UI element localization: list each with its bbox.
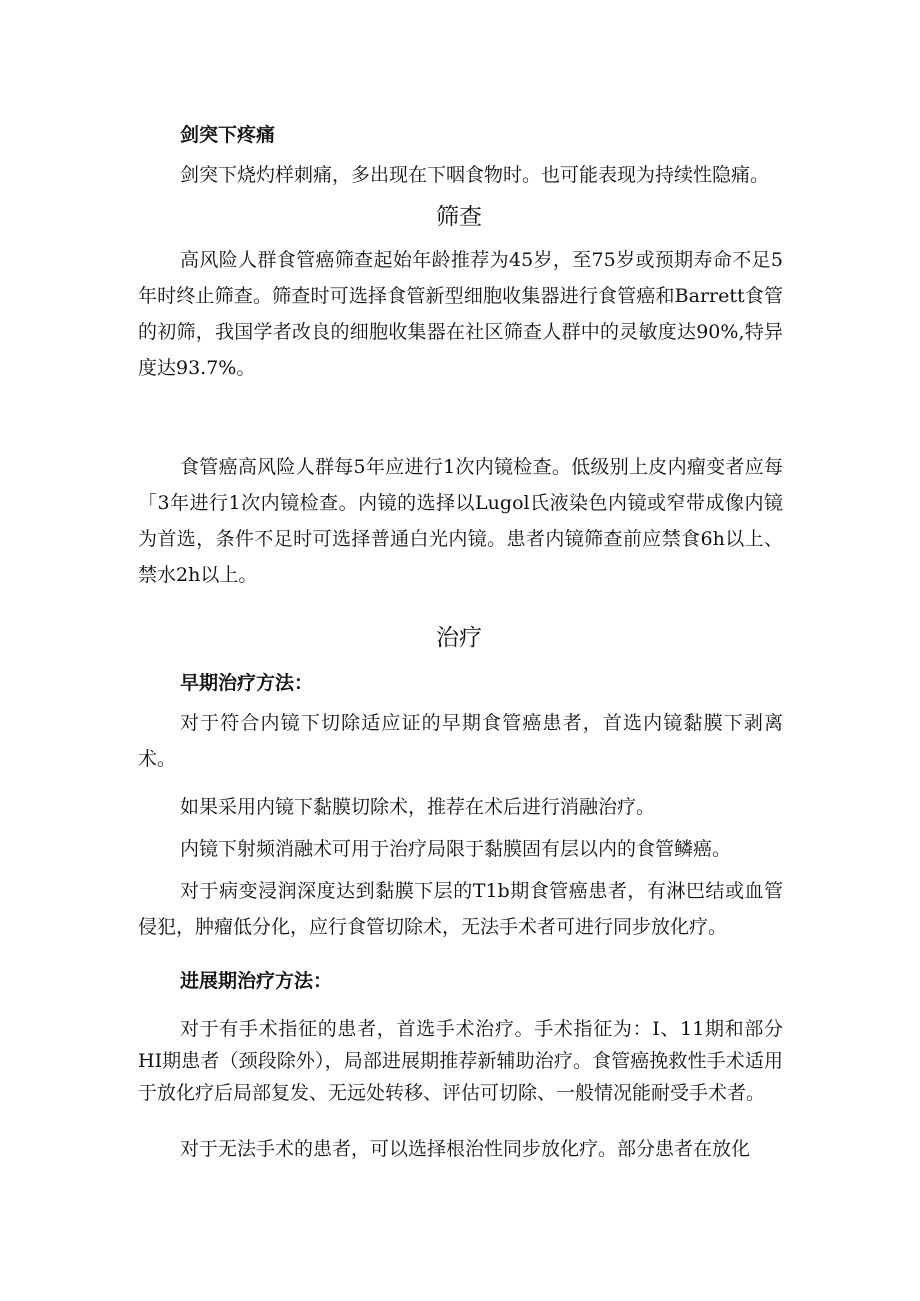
early-paragraph-1: 对于符合内镜下切除适应证的早期食管癌患者，首选内镜黏膜下剥离术。 bbox=[138, 712, 783, 770]
symptom-heading: 剑突下疼痛 bbox=[180, 124, 276, 146]
screening-paragraph-2: 食管癌高风险人群每5年应进行1次内镜检查。低级别上皮内瘤变者应每「3年进行1次内镜检查。内镜的选择以Lugol氏液染色内镜或窄带成像内镜为首选，条件不足时可选择普通白光内镜。患者内镜筛查前应禁食6h以上、禁水2h以上。 bbox=[138, 456, 783, 586]
section-title-treatment: 治疗 bbox=[436, 625, 482, 651]
early-paragraph-2: 如果采用内镜下黏膜切除术，推荐在术后进行消融治疗。 bbox=[180, 796, 656, 818]
advanced-treatment-heading: 进展期治疗方法： bbox=[180, 970, 333, 992]
screening-paragraph-1: 高风险人群食管癌筛查起始年龄推荐为45岁，至75岁或预期寿命不足5年时终止筛查。筛查时可选择食管新型细胞收集器进行食管癌和Barrett食管的初筛，我国学者改良的细胞收集器在社区筛查人群中的灵敏度达90%,特异度达93.7%。 bbox=[138, 249, 783, 379]
advanced-paragraph-1: 对于有手术指征的患者，首选手术治疗。手术指征为：I、11期和部分HI期患者（颈段除外），局部进展期推荐新辅助治疗。食管癌挽救性手术适用于放化疗后局部复发、无远处转移、评估可切除、一般情况能耐受手术者。 bbox=[138, 1018, 783, 1104]
early-paragraph-4: 对于病变浸润深度达到黏膜下层的T1b期食管癌患者，有淋巴结或血管侵犯，肿瘤低分化，应行食管切除术，无法手术者可进行同步放化疗。 bbox=[138, 880, 783, 938]
symptom-text: 剑突下烧灼样刺痛，多出现在下咽食物时。也可能表现为持续性隐痛。 bbox=[180, 164, 770, 186]
early-paragraph-3: 内镜下射频消融术可用于治疗局限于黏膜固有层以内的食管鳞癌。 bbox=[180, 838, 732, 860]
section-title-screening: 筛查 bbox=[436, 204, 482, 230]
advanced-paragraph-2: 对于无法手术的患者，可以选择根治性同步放化疗。部分患者在放化 bbox=[180, 1138, 751, 1160]
early-treatment-heading: 早期治疗方法： bbox=[180, 672, 314, 694]
